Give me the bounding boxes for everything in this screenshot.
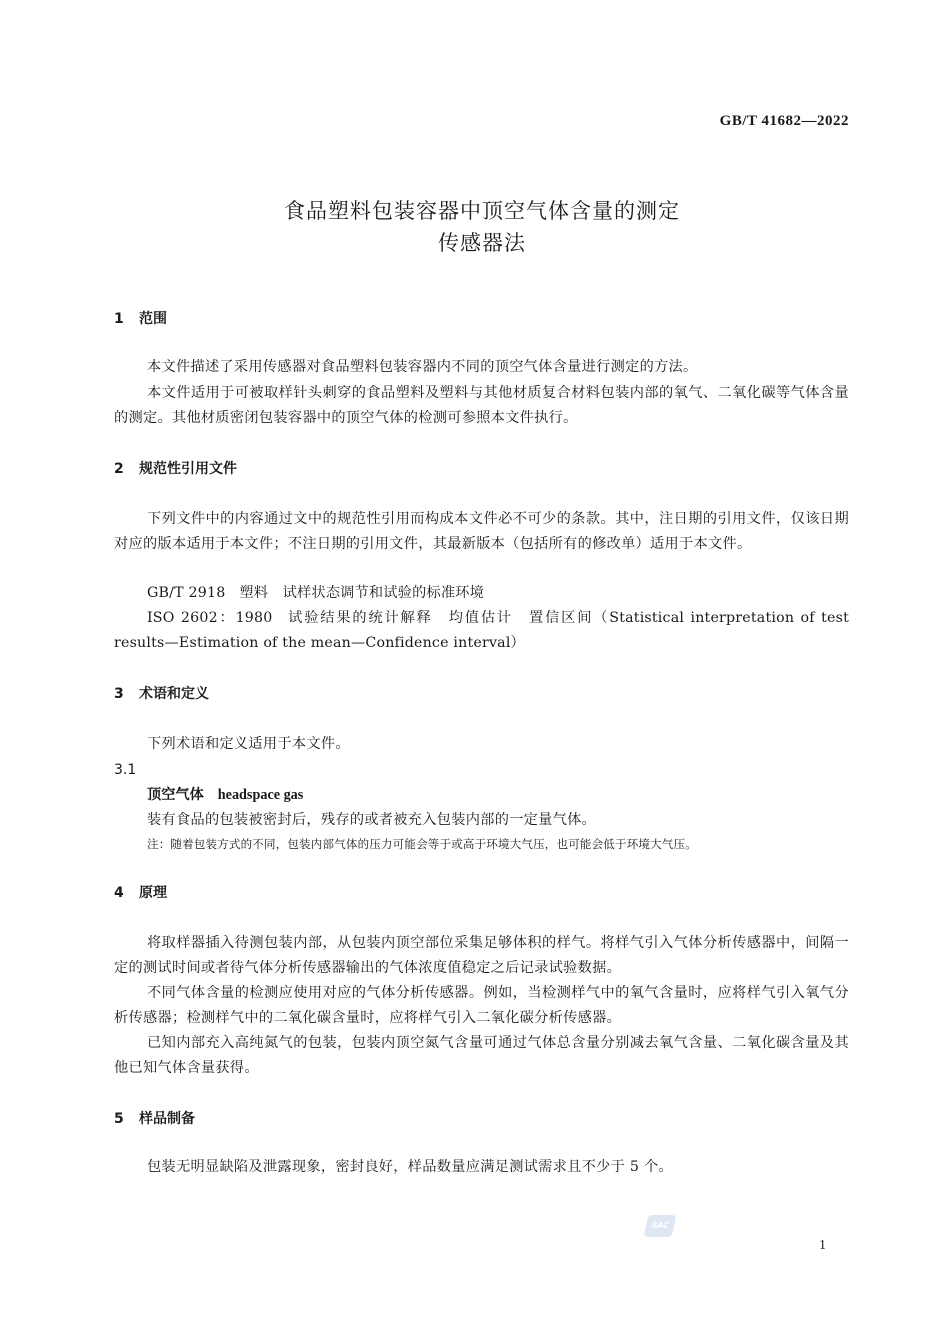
standard-number: GB/T 41682—2022	[719, 113, 849, 129]
term-entry	[147, 785, 303, 805]
term-english: headspace gas	[217, 787, 304, 803]
document-title: 食品塑料包装容器中顶空气体含量的测定	[284, 199, 680, 223]
section-number: 5	[114, 1111, 124, 1127]
reference-code: ISO 2602：1980	[147, 610, 273, 626]
note	[147, 835, 697, 853]
section-number: 2	[114, 461, 124, 477]
reference-title: 试验结果的统计解释 均值估计 置信区间（Statistical interpretation of test results—Estimation of the mean—Confidence interval）	[114, 610, 849, 651]
section-number: 1	[114, 311, 124, 327]
section-title: 规范性引用文件	[139, 461, 237, 477]
section-number: 3	[114, 686, 124, 702]
section-title: 样品制备	[139, 1111, 195, 1127]
paragraph: 本文件描述了采用传感器对食品塑料包装容器内不同的顶空气体含量进行测定的方法。	[147, 359, 698, 375]
section-title: 术语和定义	[139, 686, 209, 702]
term-definition: 装有食品的包装被密封后，残存的或者被充入包装内部的一定量气体。	[147, 812, 597, 828]
reference-title: 塑料 试样状态调节和试验的标准环境	[239, 585, 485, 601]
term-chinese: 顶空气体	[147, 787, 204, 803]
section-title: 范围	[139, 311, 167, 327]
reference-item	[114, 606, 849, 656]
paragraph: 本文件适用于可被取样针头刺穿的食品塑料及塑料与其他材质复合材料包装内部的氧气、二氧化碳等气体含量的测定。其他材质密闭包装容器中的顶空气体的检测可参照本文件执行。	[114, 385, 849, 426]
section-heading-terms	[114, 684, 209, 704]
section-heading-normative-references	[114, 459, 237, 479]
section-heading-scope	[114, 309, 167, 329]
paragraph: 包装无明显缺陷及泄露现象，密封良好，样品数量应满足测试需求且不少于 5 个。	[147, 1159, 674, 1175]
reference-item	[114, 581, 849, 606]
sac-watermark-logo: SAC	[644, 1215, 677, 1237]
document-subtitle: 传感器法	[438, 231, 526, 255]
section-heading-principle	[114, 883, 167, 903]
paragraph: 已知内部充入高纯氮气的包装，包装内顶空氮气含量可通过气体总含量分别减去氧气含量、二氧化碳含量及其他已知气体含量获得。	[114, 1035, 849, 1076]
page-number: 1	[819, 1238, 826, 1253]
paragraph: 下列术语和定义适用于本文件。	[147, 736, 350, 752]
paragraph: 不同气体含量的检测应使用对应的气体分析传感器。例如，当检测样气中的氧气含量时，应将样气引入氧气分析传感器；检测样气中的二氧化碳含量时，应将样气引入二氧化碳分析传感器。	[114, 985, 849, 1026]
paragraph: 下列文件中的内容通过文中的规范性引用而构成本文件必不可少的条款。其中，注日期的引用文件，仅该日期对应的版本适用于本文件；不注日期的引用文件，其最新版本（包括所有的修改单）适用于本文件。	[114, 511, 849, 552]
note-text: 随着包装方式的不同，包装内部气体的压力可能会等于或高于环境大气压，也可能会低于环境大气压。	[170, 837, 697, 851]
clause-number: 3.1	[114, 762, 137, 778]
reference-code: GB/T 2918	[147, 585, 226, 601]
paragraph: 将取样器插入待测包装内部，从包装内顶空部位采集足够体积的样气。将样气引入气体分析传感器中，间隔一定的测试时间或者待气体分析传感器输出的气体浓度值稳定之后记录试验数据。	[114, 935, 849, 976]
section-number: 4	[114, 885, 124, 901]
note-label: 注：	[147, 837, 171, 851]
section-heading-sample-preparation	[114, 1109, 195, 1129]
section-title: 原理	[139, 885, 167, 901]
